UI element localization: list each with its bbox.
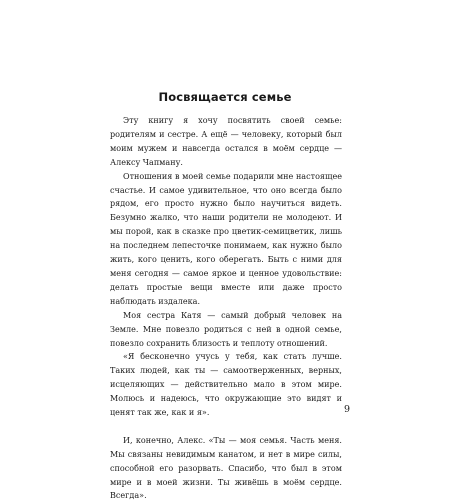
dedication-text xyxy=(110,114,342,503)
page-number: 9 xyxy=(343,404,350,415)
paragraph-sister: Моя сестра Катя — самый добрый человек на Земле. Мне повезло родиться с ней в одной семье, повезло сохранить близость и теплоту отношений. xyxy=(110,310,342,348)
page-title: Посвящается семье xyxy=(158,90,292,104)
paragraph-family: Эту книгу я хочу посвятить своей семье: родителям и сестре. А ещё — человеку, который был моим мужем и навсегда остался в моём сердце — Алексу Чапману. xyxy=(110,116,342,167)
paragraph-relationships: Отношения в моей семье подарили мне настоящее счастье. И самое удивительное, что оно всегда было рядом, его просто нужно было научиться видеть. Безумно жалко, что наши родители не молодеют. И мы порой, как в сказке про цветик-семицветик, лишь на последнем лепесточке понимаем, как нужно было жить, кого ценить, кого оберегать. Быть с ними для меня сегодня — самое яркое и ценное удовольствие: делать простые вещи вместе или даже просто наблюдать издалека. xyxy=(110,171,342,306)
paragraph-alex: И, конечно, Алекс. «Ты — моя семья. Часть меня. Мы связаны невидимым канатом, и нет в мире силы, способной его разорвать. Спасибо, что был в этом мире и в моей жизни. Ты живёшь в моём сердце. Всегда». xyxy=(110,435,342,501)
paragraph-sister-quote: «Я бесконечно учусь у тебя, как стать лучше. Таких людей, как ты — самоотверженных, верных, исцеляющих — действительно мало в этом мире. Молюсь и надеюсь, что окружающие это видят и ценят так же, как и я». xyxy=(110,352,342,418)
